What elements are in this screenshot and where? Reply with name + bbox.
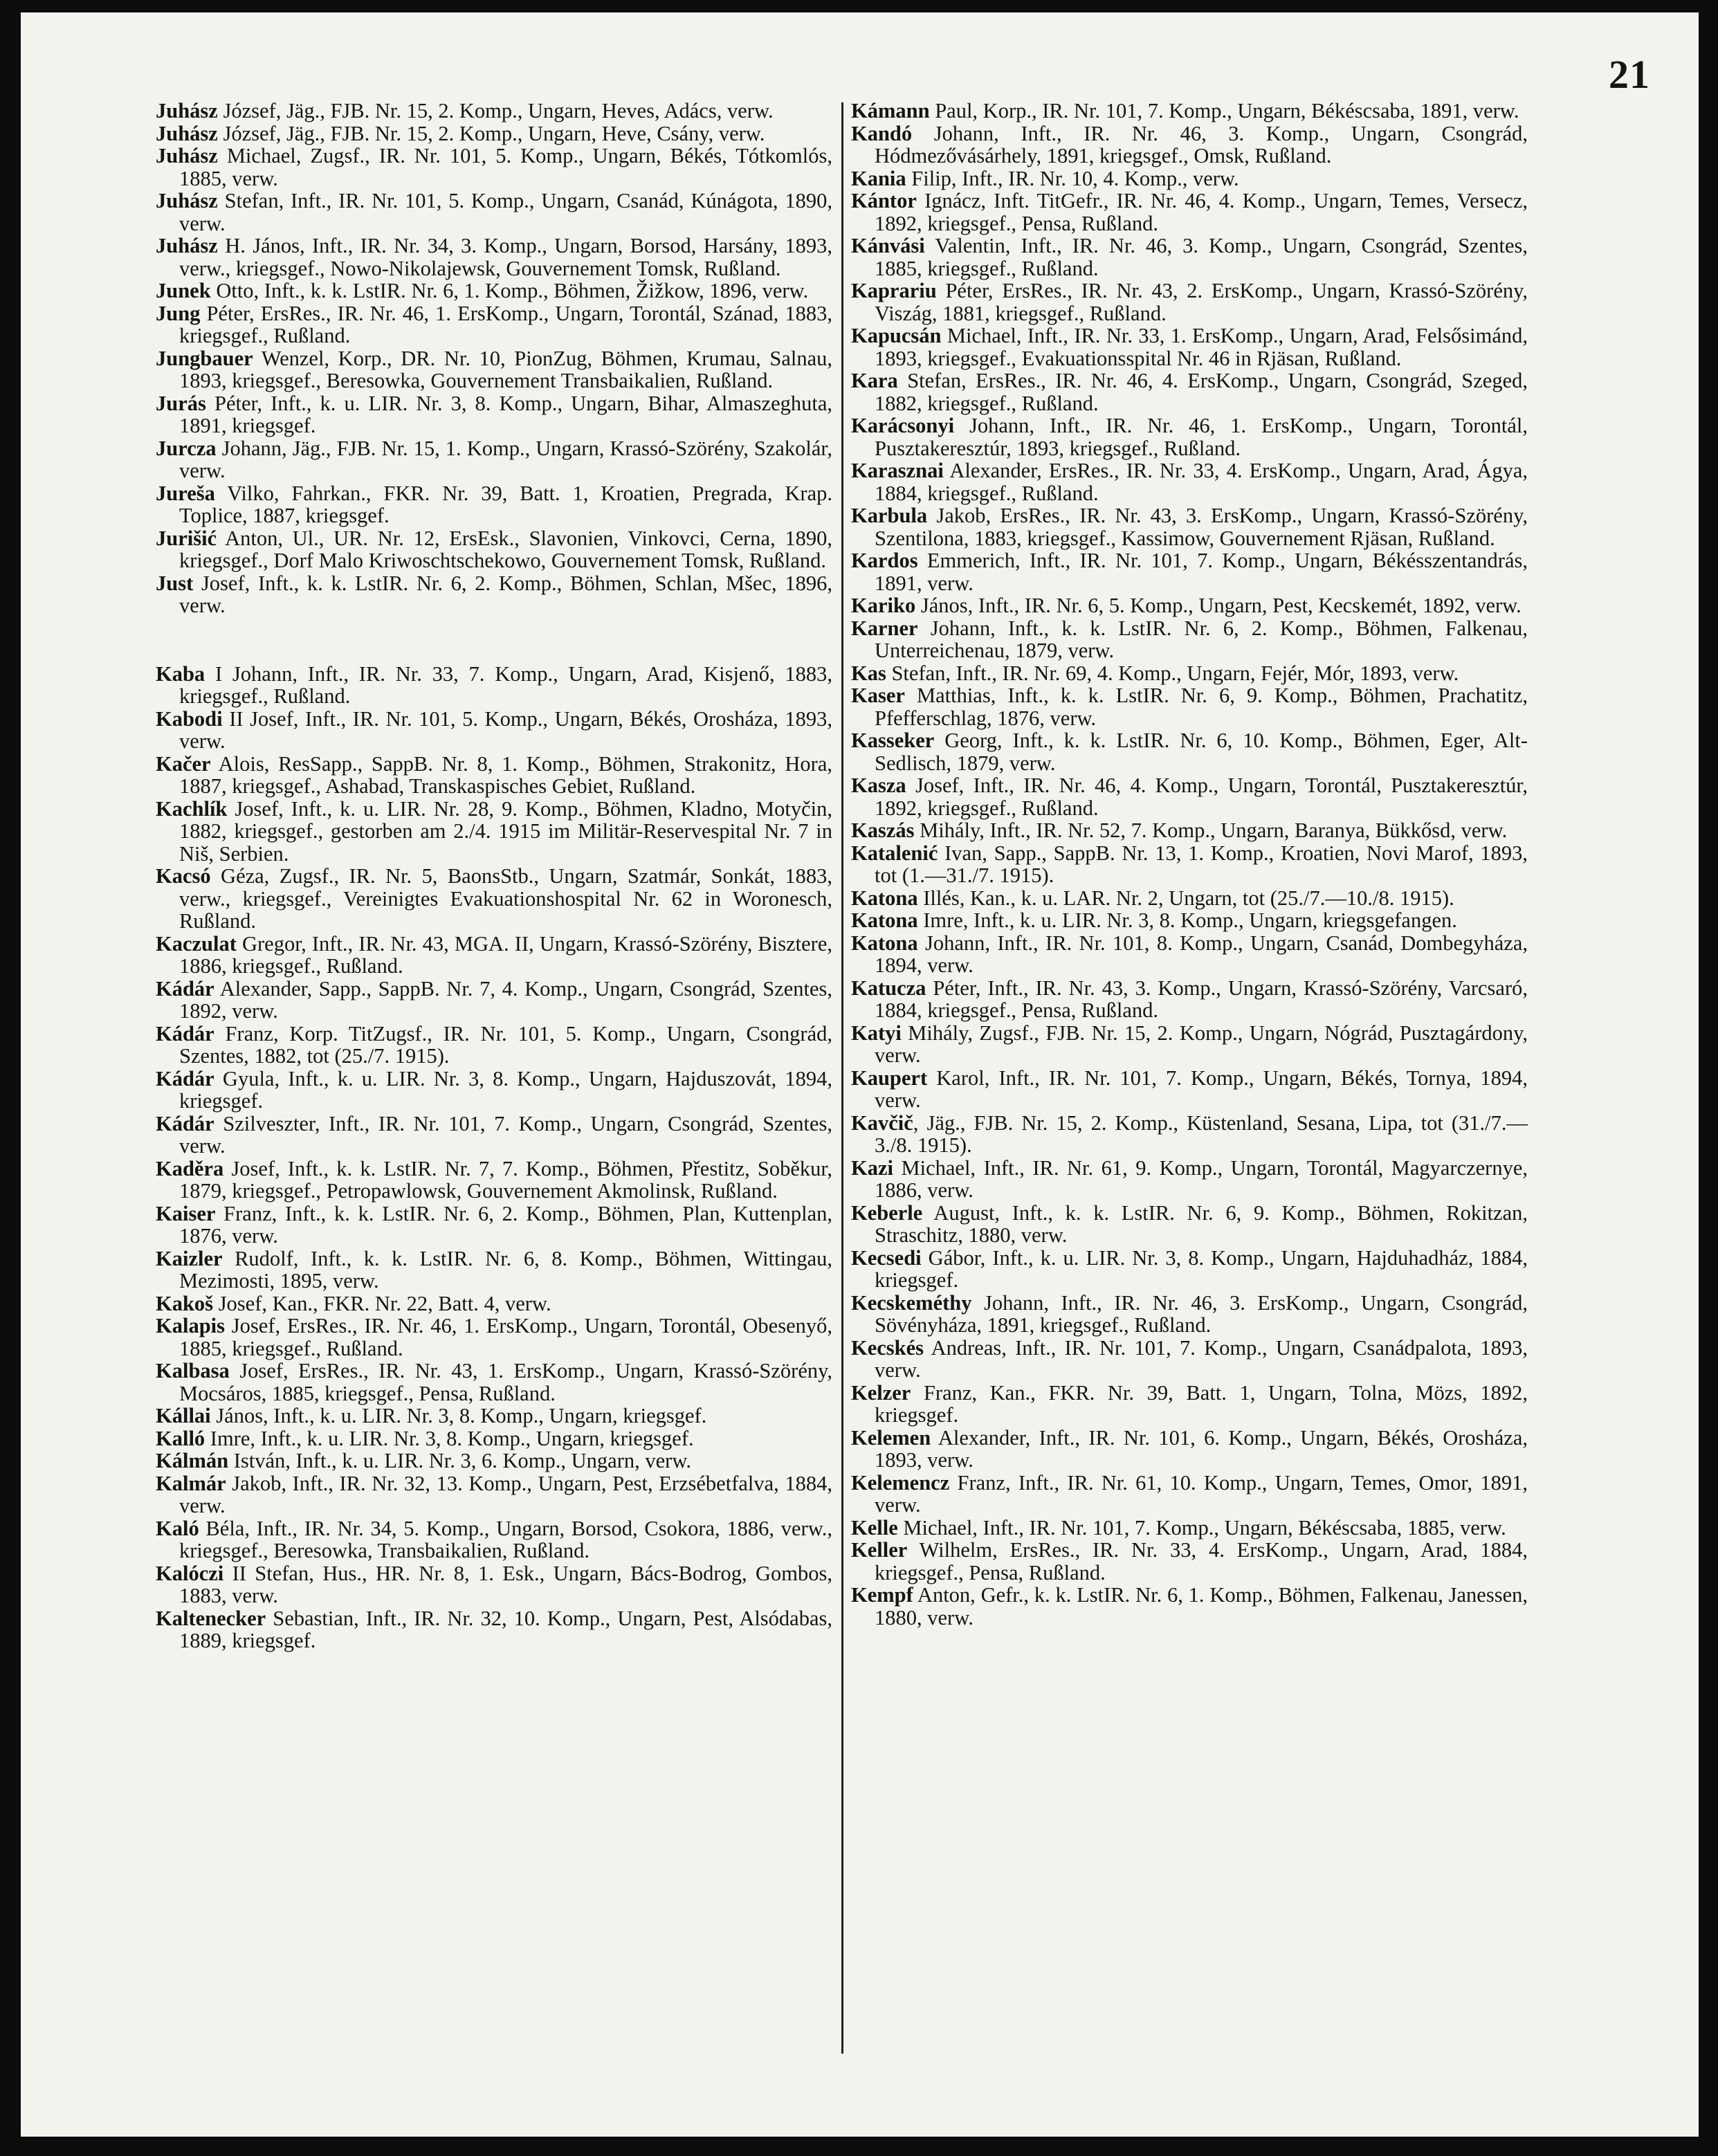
list-item [851,1157,1528,1202]
list-item [156,1405,832,1427]
list-item [851,1472,1528,1517]
entry-details: Josef, Inft., IR. Nr. 46, 4. Komp., Ungarn, Torontál, Pusztakeresztúr, 1892, kriegsgef., Rußland. [875,774,1528,820]
entry-details: Josef, Inft., k. u. LIR. Nr. 28, 9. Komp., Böhmen, Kladno, Motyčin, 1882, kriegsgef., gestorben am 2./4. 1915 im Militär-Reservespital Nr. 7 in Niš, Serbien. [179,796,832,866]
entry-details: Andreas, Inft., IR. Nr. 101, 7. Komp., Ungarn, Csanádpalota, 1893, verw. [875,1335,1528,1382]
list-item [851,122,1528,167]
list-item [851,1427,1528,1472]
entry-details: Paul, Korp., IR. Nr. 101, 7. Komp., Ungarn, Békéscsaba, 1891, verw. [929,99,1519,122]
entry-surname: Kelle [851,1515,898,1540]
entry-surname: Kara [851,369,898,392]
entry-details: Josef, ErsRes., IR. Nr. 43, 1. ErsKomp., Ungarn, Krassó-Szörény, Mocsáros, 1885, kriegsgef., Pensa, Rußland. [179,1359,832,1405]
entry-surname: Kabodi [156,706,223,731]
entry-surname: Kecskeméthy [851,1290,972,1315]
section-gap [156,617,832,663]
entry-details: Sebastian, Inft., IR. Nr. 32, 10. Komp., Ungarn, Pest, Alsódabas, 1889, kriegsgef. [179,1606,832,1652]
entry-details: Josef, Inft., k. k. LstIR. Nr. 7, 7. Komp., Böhmen, Přestitz, Soběkur, 1879, kriegsgef., Petropawlowsk, Gouvernement Akmolinsk, Rußland. [179,1156,832,1203]
entry-details: István, Inft., k. u. LIR. Nr. 3, 6. Komp., Ungarn, verw. [228,1449,691,1472]
entry-surname: Kandó [851,121,913,145]
entry-details: Otto, Inft., k. k. LstIR. Nr. 6, 1. Komp., Böhmen, Žižkow, 1896, verw. [210,279,809,302]
entries-right-list [851,100,1528,1629]
entry-details: Ivan, Sapp., SappB. Nr. 13, 1. Komp., Kroatien, Novi Marof, 1893, tot (1.—31./7. 1915). [875,841,1528,887]
entry-details: Mihály, Zugsf., FJB. Nr. 15, 2. Komp., Ungarn, Nógrád, Pusztagárdony, verw. [875,1021,1528,1067]
entry-surname: Kecskés [851,1335,924,1360]
list-item [851,594,1528,617]
entry-surname: Kaltenecker [156,1606,266,1630]
entry-details: Jakob, ErsRes., IR. Nr. 43, 3. ErsKomp., Ungarn, Krassó-Szörény, Szentilona, 1883, kriegsgef., Kassimow, Gouvernement Rjäsan, Rußland. [875,504,1528,550]
entry-surname: Kas [851,661,886,685]
list-item [156,1360,832,1405]
entry-surname: Kádár [156,976,214,1001]
entry-details: Stefan, Inft., IR. Nr. 101, 5. Komp., Ungarn, Csanád, Kúnágota, 1890, verw. [179,189,832,235]
entries-k-list [156,663,832,1652]
list-item [156,1472,832,1517]
entry-details: Johann, Inft., IR. Nr. 46, 1. ErsKomp., Ungarn, Torontál, Pusztakeresztúr, 1893, kriegsgef., Rußland. [875,414,1528,460]
list-item [156,708,832,753]
entry-details: Mihály, Inft., IR. Nr. 52, 7. Komp., Ungarn, Baranya, Bükkősd, verw. [914,819,1508,842]
list-item [851,1382,1528,1427]
list-item [156,1450,832,1472]
entry-surname: Kasseker [851,729,935,752]
entry-surname: Jung [156,301,201,325]
list-item [156,798,832,866]
entry-details: Emmerich, Inft., IR. Nr. 101, 7. Komp., Ungarn, Békésszentandrás, 1891, verw. [875,549,1528,595]
entry-details: Imre, Inft., k. u. LIR. Nr. 3, 8. Komp., Ungarn, kriegsgefangen. [917,908,1457,932]
entry-surname: Junek [156,279,211,302]
list-item [851,369,1528,414]
entry-surname: Kalapis [156,1314,226,1337]
list-item [851,977,1528,1022]
list-item [851,684,1528,729]
entry-surname: Kariko [851,594,916,617]
list-item [851,729,1528,774]
list-item [851,549,1528,594]
list-item [156,235,832,280]
list-item [851,1517,1528,1540]
entry-surname: Kámann [851,99,930,122]
entry-surname: Kaděra [156,1156,224,1180]
entry-surname: Karner [851,616,918,640]
entry-details: Franz, Inft., k. k. LstIR. Nr. 6, 2. Komp., Böhmen, Plan, Kuttenplan, 1876, verw. [179,1201,832,1248]
list-item [851,1292,1528,1337]
entry-details: Anton, Ul., UR. Nr. 12, ErsEsk., Slavonien, Vinkovci, Cerna, 1890, kriegsgef., Dorf Malo Kriwoschtschekowo, Gouvernement Tomsk, Rußland. [179,526,832,572]
entry-surname: Juhász [156,121,218,145]
list-item [156,190,832,235]
entry-details: Valentin, Inft., IR. Nr. 46, 3. Komp., Ungarn, Csongrád, Szentes, 1885, kriegsgef., Rußland. [875,234,1528,280]
list-item [851,842,1528,887]
list-item [156,1517,832,1562]
document-page [21,12,1699,2137]
entry-surname: Kádár [156,1111,214,1135]
entry-details: Alois, ResSapp., SappB. Nr. 8, 1. Komp., Böhmen, Strakonitz, Hora, 1887, kriegsgef., Ashabad, Transkaspisches Gebiet, Rußland. [179,751,832,798]
entry-details: József, Jäg., FJB. Nr. 15, 2. Komp., Ungarn, Heve, Csány, verw. [217,121,765,145]
entry-details: Stefan, ErsRes., IR. Nr. 46, 4. ErsKomp., Ungarn, Csongrád, Szeged, 1882, kriegsgef., Rußland. [875,369,1528,415]
list-item [851,1067,1528,1112]
entry-surname: Jurcza [156,436,217,460]
entry-surname: Jurás [156,391,206,415]
entry-details: Josef, ErsRes., IR. Nr. 46, 1. ErsKomp., Ungarn, Torontál, Obesenyő, 1885, kriegsgef., Rußland. [179,1314,832,1360]
entry-surname: Kaizler [156,1246,223,1270]
list-item [156,1068,832,1113]
list-item [156,1427,832,1450]
entry-surname: Kalló [156,1426,205,1450]
entry-surname: Kaló [156,1516,199,1540]
entry-details: Franz, Korp. TitZugsf., IR. Nr. 101, 5. Komp., Ungarn, Csongrád, Szentes, 1882, tot (25./7. 1915). [179,1021,832,1068]
entry-details: II Stefan, Hus., HR. Nr. 8, 1. Esk., Ungarn, Bács-Bodrog, Gombos, 1883, verw. [179,1561,832,1607]
entry-surname: Kaupert [851,1066,928,1090]
list-item [156,1607,832,1652]
entry-details: Wenzel, Korp., DR. Nr. 10, PionZug, Böhmen, Krumau, Salnau, 1893, kriegsgef., Beresowka, Gouvernement Transbaikalien, Rußland. [179,346,832,392]
list-item [156,572,832,617]
entry-details: Johann, Inft., IR. Nr. 46, 3. ErsKomp., Ungarn, Csongrád, Sövényháza, 1891, kriegsgef., Rußland. [875,1290,1528,1337]
list-item [156,482,832,527]
entry-surname: Just [156,571,194,595]
page-number: 21 [1609,52,1650,97]
entry-details: Géza, Zugsf., IR. Nr. 5, BaonsStb., Ungarn, Szatmár, Sonkát, 1883, verw., kriegsgef., Vereinigtes Evakuationshospital Nr. 62 in Woronesch, Rußland. [179,864,832,933]
entry-details: Stefan, Inft., IR. Nr. 69, 4. Komp., Ungarn, Fejér, Mór, 1893, verw. [886,661,1459,685]
entry-surname: Katalenić [851,841,938,865]
entry-details: Johann, Jäg., FJB. Nr. 15, 1. Komp., Ungarn, Krassó-Szörény, Szakolár, verw. [179,436,832,482]
entry-surname: Karácsonyi [851,414,955,437]
entry-details: Alexander, Sapp., SappB. Nr. 7, 4. Komp., Ungarn, Csongrád, Szentes, 1892, verw. [179,976,832,1023]
entry-details: Wilhelm, ErsRes., IR. Nr. 33, 4. ErsKomp., Ungarn, Arad, 1884, kriegsgef., Pensa, Rußland. [875,1538,1528,1584]
entry-surname: Kaba [156,661,205,686]
list-item [851,1539,1528,1584]
list-item [156,280,832,302]
entry-surname: Katyi [851,1021,902,1045]
list-item [156,527,832,572]
entry-details: Rudolf, Inft., k. k. LstIR. Nr. 6, 8. Komp., Böhmen, Wittingau, Mezimosti, 1895, verw. [179,1246,832,1292]
list-item [851,504,1528,549]
entry-details: Johann, Inft., k. k. LstIR. Nr. 6, 2. Komp., Böhmen, Falkenau, Unterreichenau, 1879, verw. [875,616,1528,662]
entry-details: Szilveszter, Inft., IR. Nr. 101, 7. Komp., Ungarn, Csongrád, Szentes, verw. [179,1111,832,1158]
list-item [851,617,1528,662]
entries-j-list [156,100,832,617]
entry-details: Péter, ErsRes., IR. Nr. 43, 2. ErsKomp., Ungarn, Krassó-Szörény, Viszág, 1881, kriegsgef., Rußland. [875,279,1528,325]
list-item [851,190,1528,235]
list-item [851,1247,1528,1292]
entry-details: József, Jäg., FJB. Nr. 15, 2. Komp., Ungarn, Heves, Adács, verw. [217,99,774,122]
entry-surname: Kachlík [156,796,228,821]
entry-surname: Katona [851,931,918,955]
entry-surname: Kállai [156,1404,211,1427]
entry-details: I Johann, Inft., IR. Nr. 33, 7. Komp., Ungarn, Arad, Kisjenő, 1883, kriegsgef., Rußland. [179,661,832,708]
entry-surname: Jungbauer [156,346,253,370]
entry-surname: Kačer [156,751,211,776]
entry-surname: Kardos [851,549,918,572]
right-column [851,100,1528,1629]
list-item [156,1248,832,1292]
entry-surname: Kelemencz [851,1470,950,1495]
list-item [851,1202,1528,1247]
entry-details: Matthias, Inft., k. k. LstIR. Nr. 6, 9. Komp., Böhmen, Prachatitz, Pfefferschlag, 1876, verw. [875,684,1528,730]
entry-surname: Kempf [851,1583,913,1607]
entry-details: H. János, Inft., IR. Nr. 34, 3. Komp., Ungarn, Borsod, Harsány, 1893, verw., kriegsgef., Nowo-Nikolajewsk, Gouvernement Tomsk, Rußland. [179,234,832,280]
list-item [156,100,832,122]
entry-details: II Josef, Inft., IR. Nr. 101, 5. Komp., Ungarn, Békés, Orosháza, 1893, verw. [179,706,832,753]
entry-details: Jakob, Inft., IR. Nr. 32, 13. Komp., Ungarn, Pest, Erzsébetfalva, 1884, verw. [179,1471,832,1517]
list-item [851,1584,1528,1629]
entry-details: Georg, Inft., k. k. LstIR. Nr. 6, 10. Komp., Böhmen, Eger, Alt-Sedlisch, 1879, verw. [875,729,1528,775]
list-item [851,1112,1528,1157]
entry-surname: Kaczulat [156,931,237,956]
list-item [156,978,832,1023]
list-item [156,933,832,978]
list-item [851,235,1528,280]
entry-details: Imre, Inft., k. u. LIR. Nr. 3, 8. Komp., Ungarn, kriegsgef. [205,1426,694,1450]
list-item [156,302,832,347]
entry-surname: Kaprariu [851,279,937,302]
list-item [851,414,1528,459]
entry-surname: Katona [851,886,918,910]
list-item [851,887,1528,910]
entry-details: Béla, Inft., IR. Nr. 34, 5. Komp., Ungarn, Borsod, Csokora, 1886, verw., kriegsgef., Beresowka, Transbaikalien, Rußland. [179,1516,832,1562]
list-item [156,1562,832,1607]
entry-surname: Juhász [156,189,218,212]
entry-surname: Kánvási [851,234,925,257]
entry-details: Alexander, Inft., IR. Nr. 101, 6. Komp., Ungarn, Békés, Orosháza, 1893, verw. [875,1425,1528,1472]
list-item [156,663,832,708]
entry-details: Illés, Kan., k. u. LAR. Nr. 2, Ungarn, tot (25./7.—10./8. 1915). [917,886,1454,910]
entry-surname: Kacsó [156,864,211,888]
entry-surname: Katona [851,908,918,932]
entry-details: János, Inft., IR. Nr. 6, 5. Komp., Ungarn, Pest, Kecskemét, 1892, verw. [915,594,1521,617]
list-item [851,932,1528,977]
entry-details: Michael, Inft., IR. Nr. 61, 9. Komp., Ungarn, Torontál, Magyarczernye, 1886, verw. [875,1155,1528,1202]
list-item [156,753,832,798]
entry-details: János, Inft., k. u. LIR. Nr. 3, 8. Komp., Ungarn, kriegsgef. [210,1404,707,1427]
entry-surname: Kádár [156,1021,214,1045]
entry-surname: Kelzer [851,1380,911,1405]
entry-surname: Jurišić [156,526,217,550]
entry-details: Péter, Inft., IR. Nr. 43, 3. Komp., Ungarn, Krassó-Szörény, Varcsaró, 1884, kriegsgef., Pensa, Rußland. [875,976,1528,1022]
entry-details: Josef, Inft., k. k. LstIR. Nr. 6, 2. Komp., Böhmen, Schlan, Mšec, 1896, verw. [179,571,832,617]
entry-surname: Kalbasa [156,1359,230,1382]
entry-details: Gábor, Inft., k. u. LIR. Nr. 3, 8. Komp., Ungarn, Hajduhadház, 1884, kriegsgef. [875,1245,1528,1292]
list-item [156,122,832,145]
list-item [851,459,1528,504]
entry-details: Anton, Gefr., k. k. LstIR. Nr. 6, 1. Komp., Böhmen, Falkenau, Janessen, 1880, verw. [875,1583,1528,1629]
left-column [156,100,832,1652]
entry-details: Josef, Kan., FKR. Nr. 22, Batt. 4, verw. [213,1291,551,1315]
entry-surname: Kelemen [851,1425,931,1450]
entry-details: Vilko, Fahrkan., FKR. Nr. 39, Batt. 1, Kroatien, Pregrada, Krap. Toplice, 1887, kriegsgef. [179,481,832,527]
list-item [156,1315,832,1360]
entry-details: Franz, Kan., FKR. Nr. 39, Batt. 1, Ungarn, Tolna, Mözs, 1892, kriegsgef. [875,1380,1528,1427]
entry-surname: Katucza [851,976,926,1000]
entry-surname: Karbula [851,504,928,527]
entry-surname: Keller [851,1538,908,1562]
list-item [851,774,1528,819]
entry-details: Gyula, Inft., k. u. LIR. Nr. 3, 8. Komp., Ungarn, Hajduszovát, 1894, kriegsgef. [179,1066,832,1113]
list-item [851,100,1528,122]
entry-surname: Kasza [851,774,906,797]
entry-surname: Kaszás [851,819,915,842]
entry-details: Ignácz, Inft. TitGefr., IR. Nr. 46, 4. Komp., Ungarn, Temes, Versecz, 1892, kriegsgef., Pensa, Rußland. [875,189,1528,235]
entry-details: August, Inft., k. k. LstIR. Nr. 6, 9. Komp., Böhmen, Rokitzan, Straschitz, 1880, verw. [875,1200,1528,1247]
entry-surname: Kálmán [156,1449,229,1472]
list-item [851,325,1528,369]
list-item [851,909,1528,932]
entry-surname: Kecsedi [851,1245,922,1270]
entry-surname: Kazi [851,1155,893,1180]
list-item [156,1158,832,1203]
entry-details: Alexander, ErsRes., IR. Nr. 33, 4. ErsKomp., Ungarn, Arad, Ágya, 1884, kriegsgef., Rußland. [875,459,1528,505]
list-item [851,662,1528,685]
list-item [156,1023,832,1068]
entry-surname: Kaiser [156,1201,216,1225]
entry-details: Michael, Inft., IR. Nr. 33, 1. ErsKomp., Ungarn, Arad, Felsősimánd, 1893, kriegsgef., Evakuationsspital Nr. 46 in Rjäsan, Rußland. [875,324,1528,370]
entry-surname: Juhász [156,99,218,122]
entry-details: Johann, Inft., IR. Nr. 46, 3. Komp., Ungarn, Csongrád, Hódmezővásárhely, 1891, kriegsgef., Omsk, Rußland. [875,121,1528,167]
list-item [851,280,1528,325]
entry-surname: Juhász [156,234,218,257]
entry-surname: Jureša [156,481,215,505]
column-divider [841,102,843,2054]
entry-surname: Keberle [851,1200,923,1225]
entry-surname: Juhász [156,144,218,167]
entry-surname: Karasznai [851,459,944,482]
list-item [156,145,832,190]
list-item [156,437,832,482]
entry-details: Johann, Inft., IR. Nr. 101, 8. Komp., Ungarn, Csanád, Dombegyháza, 1894, verw. [875,931,1528,977]
entry-surname: Kaser [851,684,905,707]
entry-surname: Kania [851,166,906,190]
list-item [156,392,832,437]
entry-surname: Kalmár [156,1471,226,1495]
entry-details: Michael, Inft., IR. Nr. 101, 7. Komp., Ungarn, Békéscsaba, 1885, verw. [897,1515,1506,1540]
list-item [851,167,1528,190]
list-item [156,1292,832,1315]
list-item [851,819,1528,842]
entry-details: Filip, Inft., IR. Nr. 10, 4. Komp., verw. [906,166,1239,190]
entry-details: Péter, Inft., k. u. LIR. Nr. 3, 8. Komp., Ungarn, Bihar, Almaszeghuta, 1891, kriegsgef. [179,391,832,437]
entry-surname: Kalóczi [156,1561,224,1585]
list-item [156,1113,832,1158]
entry-surname: Kavčič [851,1111,913,1135]
list-item [851,1022,1528,1067]
list-item [156,347,832,392]
entry-surname: Kántor [851,189,917,212]
entry-details: Michael, Zugsf., IR. Nr. 101, 5. Komp., Ungarn, Békés, Tótkomlós, 1885, verw. [179,144,832,190]
entry-surname: Kádár [156,1066,214,1090]
list-item [156,865,832,933]
list-item [851,1337,1528,1382]
entry-surname: Kapucsán [851,324,942,347]
entry-details: Franz, Inft., IR. Nr. 61, 10. Komp., Ungarn, Temes, Omor, 1891, verw. [875,1470,1528,1517]
entry-details: Karol, Inft., IR. Nr. 101, 7. Komp., Ungarn, Békés, Tornya, 1894, verw. [875,1066,1528,1112]
list-item [156,1203,832,1248]
entry-details: , Jäg., FJB. Nr. 15, 2. Komp., Küstenland, Sesana, Lipa, tot (31./7.—3./8. 1915). [875,1111,1528,1157]
entry-details: Péter, ErsRes., IR. Nr. 46, 1. ErsKomp., Ungarn, Torontál, Szánad, 1883, kriegsgef., Rußland. [179,301,832,347]
entry-surname: Kakoš [156,1291,214,1315]
entry-details: Gregor, Inft., IR. Nr. 43, MGA. II, Ungarn, Krassó-Szörény, Bisztere, 1886, kriegsgef., Rußland. [179,931,832,978]
